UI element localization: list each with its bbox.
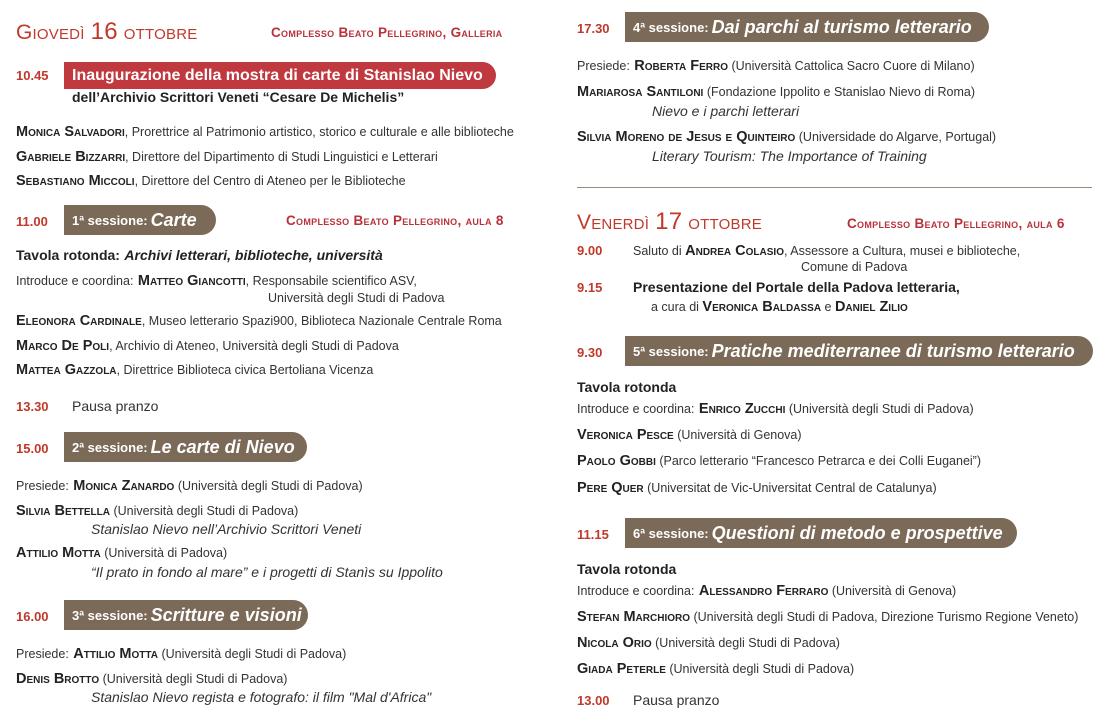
speaker-s6: Nicola Orio (Università degli Studi di Padova)	[577, 635, 840, 651]
speaker-s1: Marco De Poli, Archivio di Ateneo, Università degli Studi di Padova	[16, 338, 399, 354]
speaker-s3: Denis Brotto (Università degli Studi di Padova)	[16, 671, 288, 687]
talk-title-s4: Nievo e i parchi letterari	[652, 103, 800, 119]
moderator-s6: Introduce e coordina: Alessandro Ferraro (Università di Genova)	[577, 583, 957, 599]
talk-title-s3: Stanislao Nievo regista e fotografo: il film "Mal d'Africa"	[91, 689, 432, 705]
speaker-s4: Silvia Moreno de Jesus e Quinteiro (Universidade do Algarve, Portugal)	[577, 129, 997, 145]
time-greet: 9.00	[577, 243, 603, 258]
session-5-banner: 5ª sessione: Pratiche mediterranee di turismo letterario	[625, 336, 1093, 366]
chair-s3: Presiede: Attilio Motta (Università degli Studi di Padova)	[16, 646, 347, 662]
speaker-s2: Silvia Bettella (Università degli Studi di Padova)	[16, 503, 299, 519]
time-s4: 17.30	[577, 21, 610, 36]
day-header-friday: Venerdì 17 ottobre	[577, 208, 762, 235]
session-6-banner: 6ª sessione: Questioni di metodo e prospettive	[625, 518, 1017, 548]
speaker-s1: Eleonora Cardinale, Museo letterario Spazi900, Biblioteca Nazionale Centrale Roma	[16, 313, 502, 329]
time-s3: 16.00	[16, 609, 49, 624]
session-1-banner: 1ª sessione: Carte	[64, 205, 216, 235]
lunch-fri: Pausa pranzo	[633, 692, 720, 708]
inaug-person: Monica Salvadori, Prorettrice al Patrimonio artistico, storico e culturale e alle biblioteche	[16, 124, 514, 140]
speaker-s6: Stefan Marchioro (Università degli Studi di Padova, Direzione Turismo Regione Veneto)	[577, 609, 1079, 625]
speaker-s2: Attilio Motta (Università di Padova)	[16, 545, 228, 561]
moderator-s5: Introduce e coordina: Enrico Zucchi (Università degli Studi di Padova)	[577, 401, 974, 417]
lunch-thu: Pausa pranzo	[72, 398, 159, 414]
day-header-thursday: Giovedì 16 ottobre	[16, 18, 198, 45]
talk-title-s2: Stanislao Nievo nell’Archivio Scrittori Veneti	[91, 521, 362, 537]
time-lunch-thu: 13.30	[16, 399, 49, 414]
round-table-s5: Tavola rotonda	[577, 379, 677, 395]
session-3-banner: 3ª sessione: Scritture e visioni	[64, 600, 308, 630]
speaker-s5: Paolo Gobbi (Parco letterario “Francesco Petrarca e dei Colli Euganei”)	[577, 453, 982, 469]
speaker-s4: Mariarosa Santiloni (Fondazione Ippolito e Stanislao Nievo di Roma)	[577, 84, 976, 100]
time-s6: 11.15	[577, 527, 609, 542]
portal-title: Presentazione del Portale della Padova letteraria,	[633, 279, 960, 295]
speaker-s6: Giada Peterle (Università degli Studi di Padova)	[577, 661, 855, 677]
chair-s2: Presiede: Monica Zanardo (Università degli Studi di Padova)	[16, 478, 363, 494]
time-inaug: 10.45	[16, 68, 49, 83]
session-2-banner: 2ª sessione: Le carte di Nievo	[64, 432, 307, 462]
time-lunch-fri: 13.00	[577, 693, 610, 708]
session-4-banner: 4ª sessione: Dai parchi al turismo letterario	[625, 12, 989, 42]
inaug-subtitle: dell’Archivio Scrittori Veneti “Cesare De Michelis”	[72, 89, 405, 105]
speaker-s1: Mattea Gazzola, Direttrice Biblioteca civica Bertoliana Vicenza	[16, 362, 374, 378]
greeting-aff: Comune di Padova	[801, 260, 908, 274]
speaker-s5: Veronica Pesce (Università di Genova)	[577, 427, 802, 443]
inaug-title: Inaugurazione della mostra di carte di Stanislao Nievo	[72, 66, 483, 84]
venue-friday: Complesso Beato Pellegrino, aula 6	[847, 216, 1065, 231]
round-table-s1: Tavola rotonda: Archivi letterari, biblioteche, università	[16, 247, 383, 263]
talk-title-s2: “Il prato in fondo al mare” e i progetti di Stanìs su Ippolito	[91, 564, 443, 580]
time-portal: 9.15	[577, 280, 603, 295]
moderator-s1: Introduce e coordina: Matteo Giancotti, Responsabile scientifico ASV,	[16, 273, 417, 289]
inaug-person: Sebastiano Miccoli, Direttore del Centro di Ateneo per le Biblioteche	[16, 173, 406, 189]
chair-s4: Presiede: Roberta Ferro (Università Cattolica Sacro Cuore di Milano)	[577, 58, 975, 74]
venue-s1: Complesso Beato Pellegrino, aula 8	[286, 213, 504, 228]
time-s1: 11.00	[16, 214, 48, 229]
portal-presenters: a cura di Veronica Baldassa e Daniel Zilio	[651, 299, 908, 315]
inaug-banner	[64, 62, 496, 89]
moderator-s1-aff: Università degli Studi di Padova	[268, 291, 445, 305]
venue-thursday: Complesso Beato Pellegrino, Galleria	[271, 25, 503, 40]
section-divider	[577, 187, 1092, 188]
round-table-s6: Tavola rotonda	[577, 561, 677, 577]
speaker-s5: Pere Quer (Universitat de Vic-Universitat Central de Catalunya)	[577, 480, 937, 496]
talk-title-s4: Literary Tourism: The Importance of Training	[652, 148, 927, 164]
inaug-person: Gabriele Bizzarri, Direttore del Dipartimento di Studi Linguistici e Letterari	[16, 149, 438, 165]
time-s2: 15.00	[16, 441, 49, 456]
greeting: Saluto di Andrea Colasio, Assessore a Cultura, musei e biblioteche,	[633, 243, 1021, 259]
time-s5: 9.30	[577, 345, 603, 360]
